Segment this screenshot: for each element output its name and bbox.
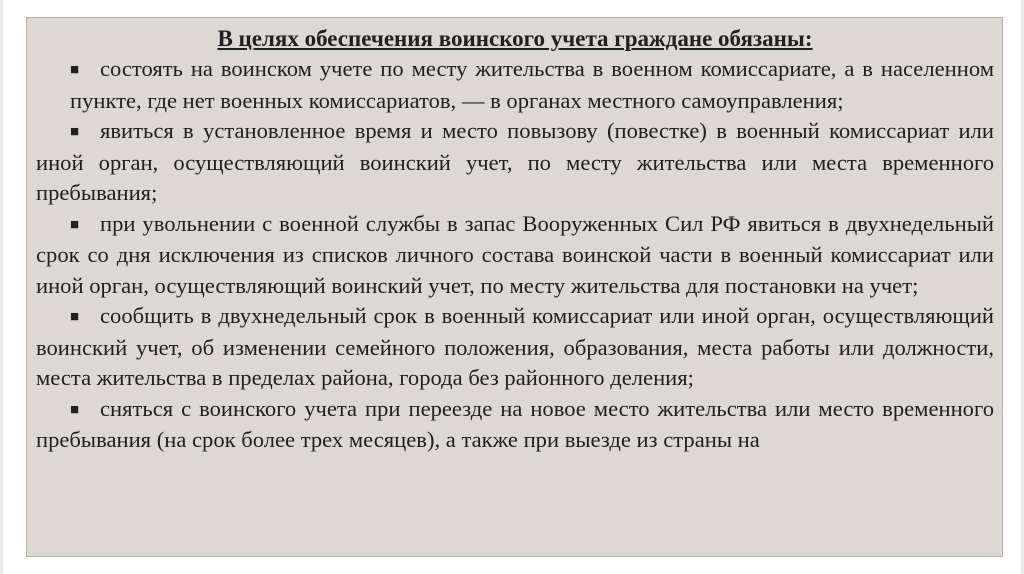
list-item	[36, 54, 994, 116]
text-panel	[26, 17, 1003, 557]
left-edge-strip	[0, 0, 3, 574]
square-bullet-icon: ■	[70, 62, 80, 78]
list-item	[36, 116, 994, 209]
square-bullet-icon: ■	[70, 309, 80, 325]
square-bullet-icon: ■	[70, 216, 80, 233]
list-item-text: сняться с воинского учета при переезде на новое место жительства или место временного пребывания (на срок более трех месяцев), а также при выезде из страны на	[36, 395, 994, 452]
list-item-text: при увольнении с военной службы в запас Вооруженных Сил РФ явиться в двухнедельный срок со дня исключения из списков личного состава воинской части в военный комиссариат или иной орган, осуществляющий воинский учет, по месту жительства для постановки на учет;	[36, 210, 994, 298]
list-item	[36, 301, 994, 394]
square-bullet-icon: ■	[70, 124, 80, 140]
list-item-text: состоять на воинском учете по месту жительства в военном комиссариате, а в населенном пункте, где нет военных комиссариатов, — в органах местного самоуправления;	[70, 56, 994, 113]
list-item	[36, 394, 994, 456]
slide-heading: В целях обеспечения воинского учета граждане обязаны:	[217, 26, 813, 51]
list-item-text: сообщить в двухнедельный срок в военный комиссариат или иной орган, осуществляющий воинский учет, об изменении семейного положения, образования, места работы или должности, места жительства в пределах района, города без районного деления;	[36, 303, 994, 390]
square-bullet-icon: ■	[70, 401, 80, 418]
list-item-text: явиться в установленное время и место повызову (повестке) в военный комиссариат или иной орган, осуществляющий воинский учет, по месту жительства или места временного пребывания;	[36, 118, 994, 205]
list-item	[36, 209, 994, 302]
